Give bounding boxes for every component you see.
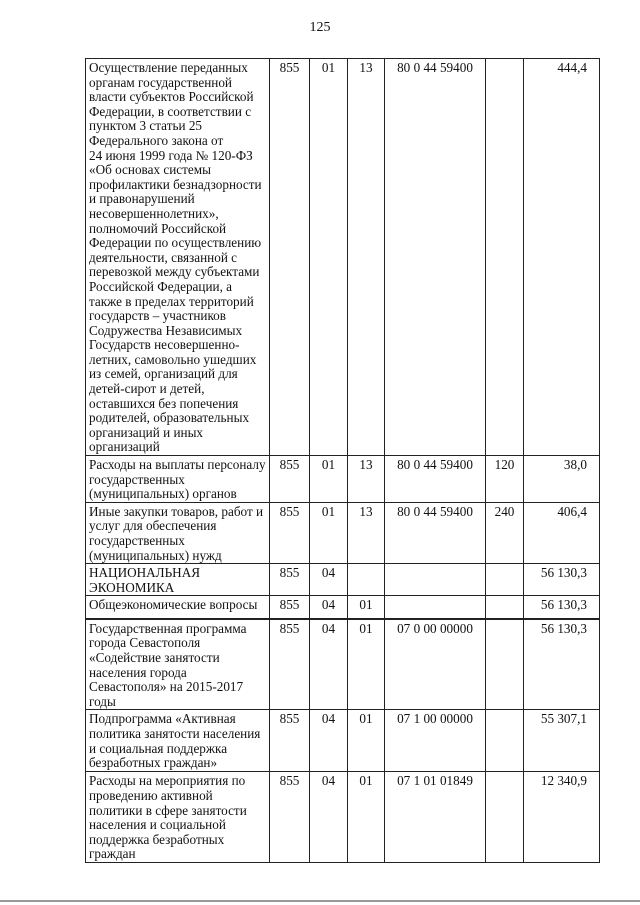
expense-type-code <box>486 59 524 456</box>
target-article-code: 80 0 44 59400 <box>385 456 486 503</box>
row-name-cell <box>86 710 270 772</box>
expense-type-code <box>486 772 524 863</box>
section-code: 04 <box>310 772 348 863</box>
row-name-cell <box>86 619 270 710</box>
expense-type-code: 240 <box>486 502 524 563</box>
row-name: Государственная программа города Севастополя «Содействие занятости населения города Севастополя» на 2015-2017 годы <box>89 620 247 709</box>
scan-bottom-edge <box>0 900 640 902</box>
target-article-code <box>385 564 486 596</box>
subsection-code: 01 <box>348 772 385 863</box>
ministry-code: 855 <box>270 59 310 456</box>
amount-value: 12 340,9 <box>524 772 600 863</box>
row-name-cell <box>86 502 270 563</box>
expense-type-code <box>486 596 524 619</box>
row-name: Иные закупки товаров, работ и услуг для обеспечения государственных (муниципальных) нужд <box>89 503 264 563</box>
budget-table <box>85 58 600 863</box>
subsection-code: 13 <box>348 456 385 503</box>
table-row <box>86 502 600 563</box>
row-name-cell <box>86 564 270 596</box>
section-code: 04 <box>310 564 348 596</box>
section-code: 04 <box>310 710 348 772</box>
table-row <box>86 772 600 863</box>
amount-value: 38,0 <box>524 456 600 503</box>
section-code: 04 <box>310 596 348 619</box>
row-name-cell <box>86 456 270 503</box>
subsection-code <box>348 564 385 596</box>
row-name-cell <box>86 596 270 619</box>
ministry-code: 855 <box>270 596 310 619</box>
section-code: 01 <box>310 59 348 456</box>
amount-value: 56 130,3 <box>524 619 600 710</box>
target-article-code: 07 1 01 01849 <box>385 772 486 863</box>
row-name: Общеэкономические вопросы <box>89 597 258 613</box>
subsection-code: 01 <box>348 619 385 710</box>
table-row <box>86 59 600 456</box>
section-code: 04 <box>310 619 348 710</box>
amount-value: 406,4 <box>524 502 600 563</box>
subsection-code: 01 <box>348 596 385 619</box>
row-name: Расходы на выплаты персоналу государственных (муниципальных) органов <box>89 457 266 502</box>
row-name-cell <box>86 59 270 456</box>
ministry-code: 855 <box>270 619 310 710</box>
expense-type-code <box>486 619 524 710</box>
table-row <box>86 619 600 710</box>
page-number: 125 <box>309 20 331 35</box>
section-code: 01 <box>310 502 348 563</box>
target-article-code <box>385 596 486 619</box>
row-name: НАЦИОНАЛЬНАЯ ЭКОНОМИКА <box>89 565 201 595</box>
amount-value: 56 130,3 <box>524 564 600 596</box>
row-name: Подпрограмма «Активная политика занятости населения и социальная поддержка безработных граждан» <box>89 711 261 771</box>
table-row <box>86 456 600 503</box>
subsection-code: 01 <box>348 710 385 772</box>
ministry-code: 855 <box>270 502 310 563</box>
target-article-code: 07 1 00 00000 <box>385 710 486 772</box>
expense-type-code <box>486 710 524 772</box>
amount-value: 55 307,1 <box>524 710 600 772</box>
ministry-code: 855 <box>270 710 310 772</box>
row-name: Осуществление переданных органам государственной власти субъектов Российской Федерации, в соответствии с пунктом 3 статьи 25 Федерального закона от 24 июня 1999 года № 120-ФЗ «Об основах системы профилактики безнадзорности и правонарушений несовершеннолетних», полномочий Российской Федерации по осуществлению деятельности, связанной с перевозкой между субъектами Российской Федерации, а также в пределах территорий государств – участников Содружества Независимых Государств несовершенно- летних, самовольно ушедших из семей, организаций для детей-сирот и детей, оставшихся без попечения родителей, образовательных организаций и иных организаций <box>89 60 262 455</box>
target-article-code: 80 0 44 59400 <box>385 59 486 456</box>
amount-value: 444,4 <box>524 59 600 456</box>
row-name: Расходы на мероприятия по проведению активной политики в сфере занятости населения и социальной поддержка безработных граждан <box>89 773 247 862</box>
subsection-code: 13 <box>348 59 385 456</box>
table-row <box>86 564 600 596</box>
table-row <box>86 710 600 772</box>
subsection-code: 13 <box>348 502 385 563</box>
ministry-code: 855 <box>270 772 310 863</box>
section-code: 01 <box>310 456 348 503</box>
amount-value: 56 130,3 <box>524 596 600 619</box>
target-article-code: 80 0 44 59400 <box>385 502 486 563</box>
ministry-code: 855 <box>270 456 310 503</box>
expense-type-code <box>486 564 524 596</box>
row-name-cell <box>86 772 270 863</box>
target-article-code: 07 0 00 00000 <box>385 619 486 710</box>
expense-type-code: 120 <box>486 456 524 503</box>
table-row <box>86 596 600 619</box>
ministry-code: 855 <box>270 564 310 596</box>
